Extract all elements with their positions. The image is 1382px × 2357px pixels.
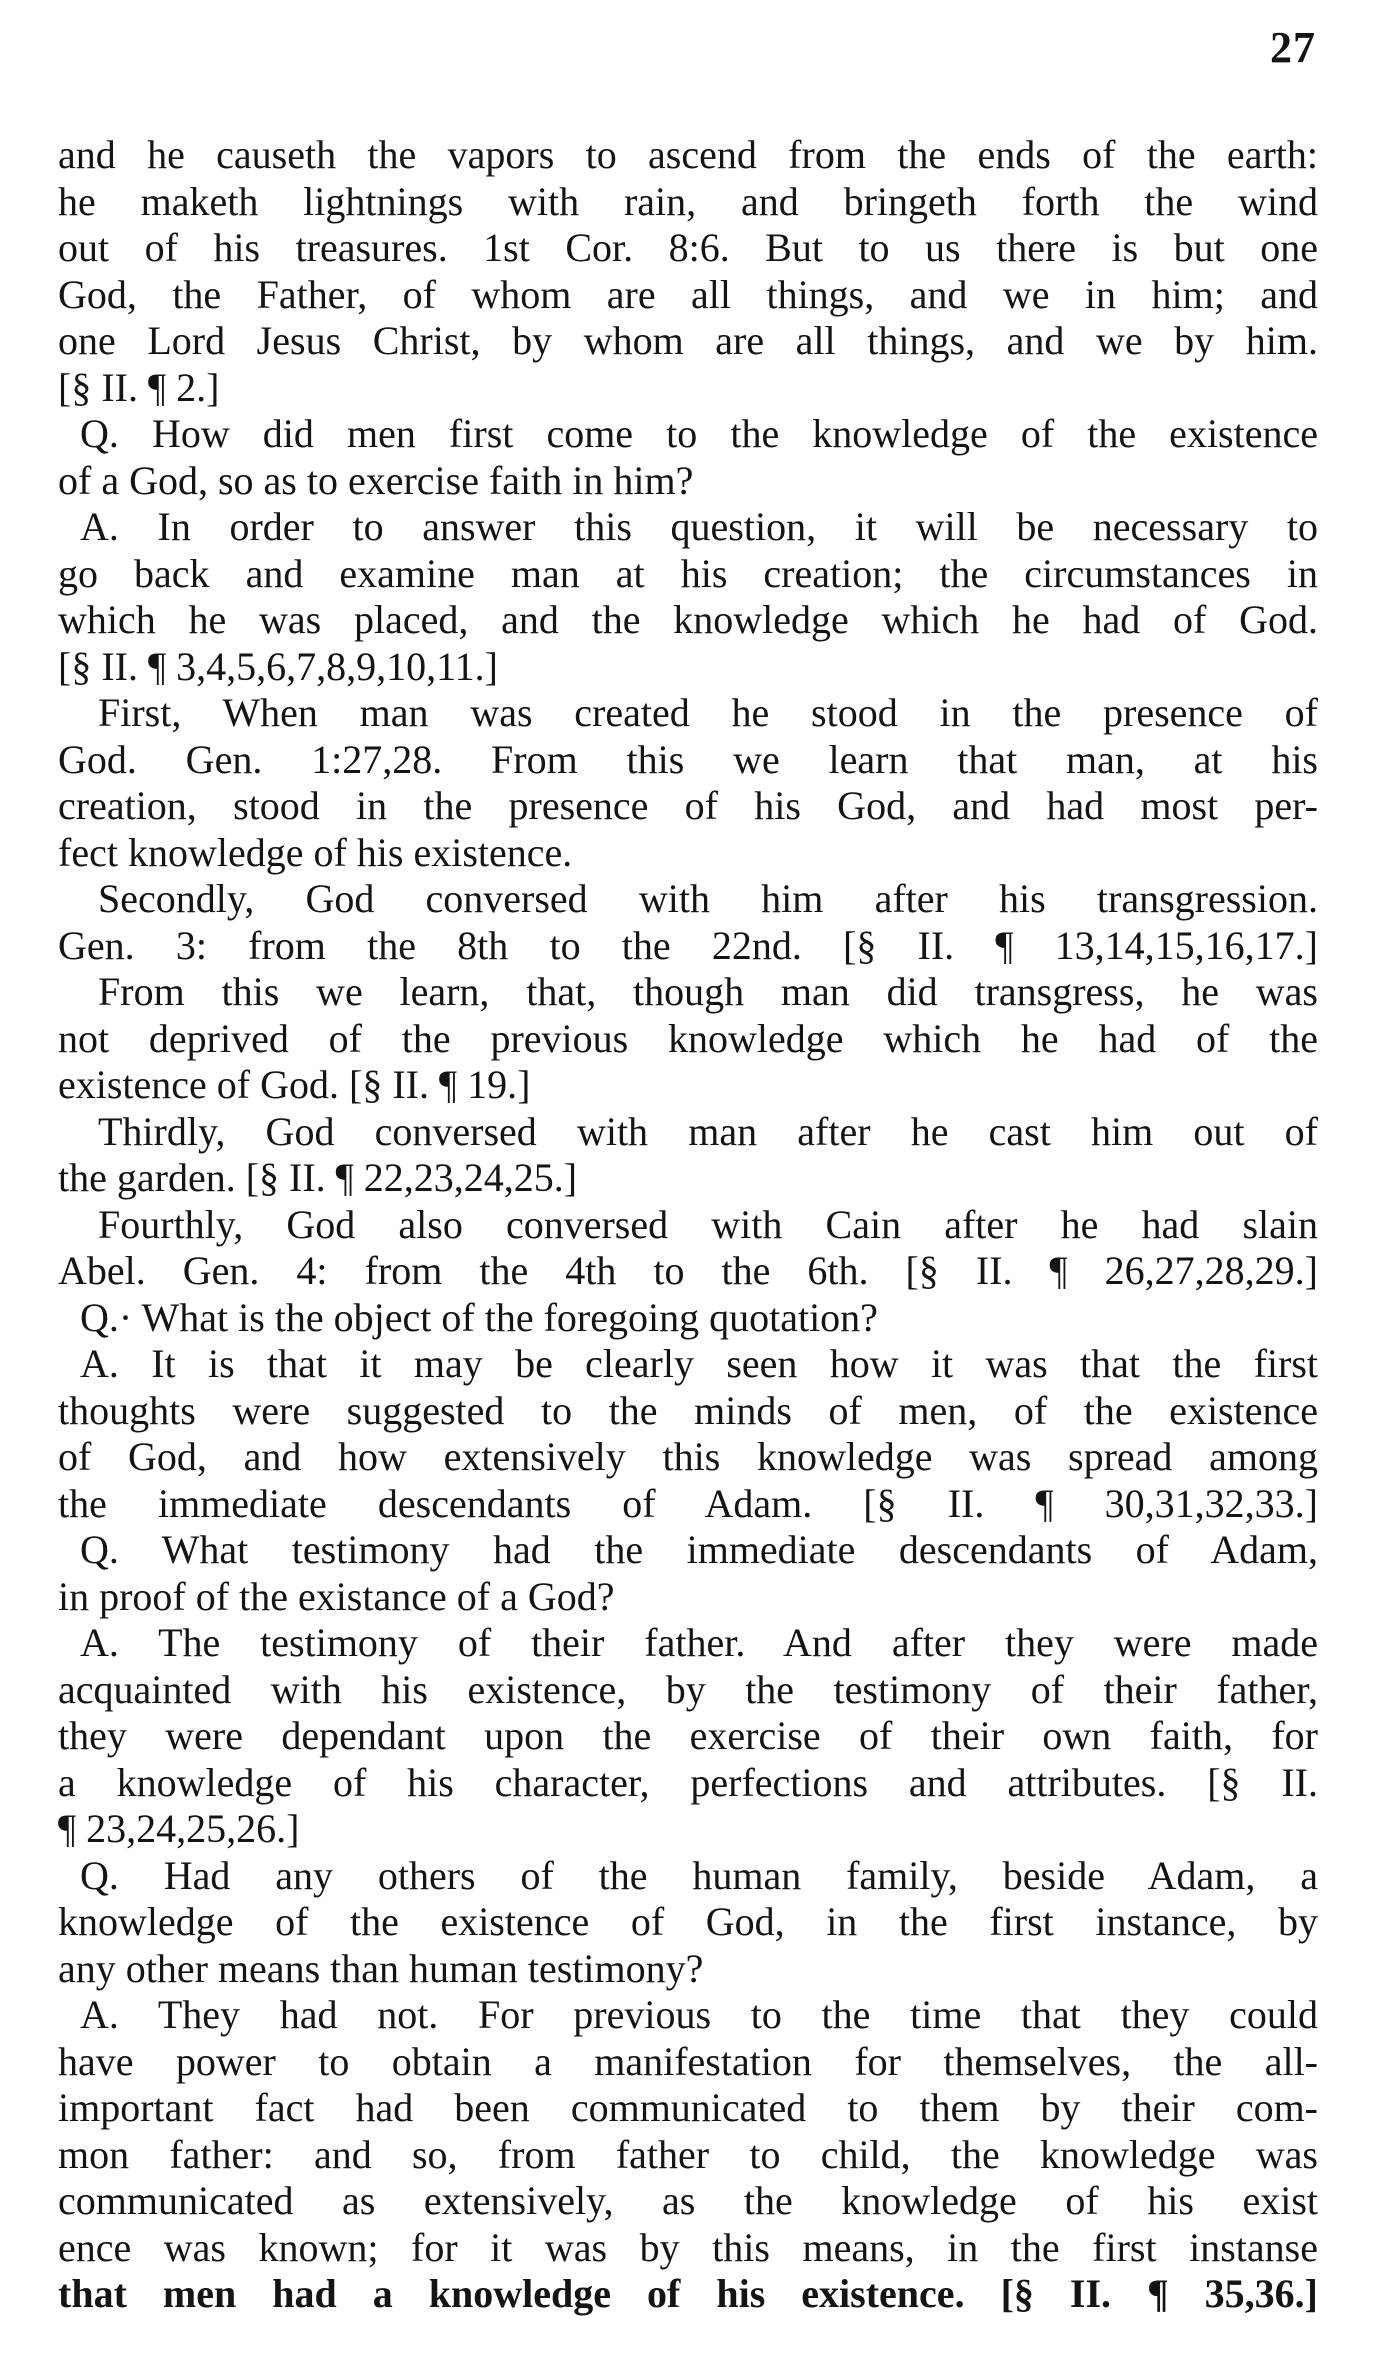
text-line: Q. Had any others of the human family, beside Adam, a bbox=[80, 1852, 1318, 1898]
text-line: Secondly, God conversed with him after his transgression. bbox=[98, 876, 1318, 921]
text-line: he maketh lightnings with rain, and bringeth forth the wind bbox=[58, 178, 1318, 224]
text-line: A. They had not. For previous to the time that they could bbox=[80, 1992, 1318, 2037]
text-line: fect knowledge of his existence. bbox=[58, 829, 573, 875]
text-line: have power to obtain a manifestation for themselves, the all- bbox=[58, 2038, 1318, 2084]
text-line: Q. What testimony had the immediate descendants of Adam, bbox=[80, 1527, 1318, 1572]
text-line: A. The testimony of their father. And after they were made bbox=[80, 1620, 1318, 1665]
text-line: one Lord Jesus Christ, by whom are all things, and we by him. bbox=[58, 318, 1318, 363]
text-line: go back and examine man at his creation; the circumstances in bbox=[58, 550, 1318, 596]
text-line: thoughts were suggested to the minds of men, of the existence bbox=[58, 1387, 1318, 1433]
text-line: any other means than human testimony? bbox=[58, 1945, 704, 1991]
text-line: of God, and how extensively this knowledge was spread among bbox=[58, 1434, 1318, 1479]
text-line: of a God, so as to exercise faith in him? bbox=[58, 457, 694, 503]
text-line: Fourthly, God also conversed with Cain after he had slain bbox=[98, 1201, 1318, 1247]
text-line: mon father: and so, from father to child, the knowledge was bbox=[58, 2131, 1318, 2177]
text-line: First, When man was created he stood in the presence of bbox=[98, 690, 1318, 735]
text-line: From this we learn, that, though man did transgress, he was bbox=[98, 969, 1318, 1014]
text-line: [§ II. ¶ 2.] bbox=[58, 364, 220, 410]
page-number: 27 bbox=[1270, 23, 1316, 72]
text-line: the garden. [§ II. ¶ 22,23,24,25.] bbox=[58, 1155, 578, 1200]
text-line: out of his treasures. 1st Cor. 8:6. But to us there is but one bbox=[58, 225, 1318, 270]
text-line: the immediate descendants of Adam. [§ II. ¶ 30,31,32,33.] bbox=[58, 1480, 1318, 1526]
text-line: important fact had been communicated to them by their com- bbox=[58, 2085, 1318, 2130]
text-line: knowledge of the existence of God, in the first instance, by bbox=[58, 1899, 1318, 1944]
text-line: Q. How did men first come to the knowledge of the existence bbox=[80, 411, 1318, 456]
text-line: a knowledge of his character, perfections and attributes. [§ II. bbox=[58, 1759, 1318, 1805]
text-line: ¶ 23,24,25,26.] bbox=[58, 1806, 300, 1851]
body-text bbox=[58, 132, 1318, 2318]
text-line: Gen. 3: from the 8th to the 22nd. [§ II. ¶ 13,14,15,16,17.] bbox=[58, 922, 1318, 968]
text-line: God, the Father, of whom are all things, and we in him; and bbox=[58, 271, 1318, 317]
text-line: in proof of the existance of a God? bbox=[58, 1573, 615, 1619]
text-line: God. Gen. 1:27,28. From this we learn that man, at his bbox=[58, 736, 1318, 782]
text-line: that men had a knowledge of his existence. [§ II. ¶ 35,36.] bbox=[58, 2271, 1318, 2316]
text-line: Q.· What is the object of the foregoing quotation? bbox=[80, 1294, 878, 1340]
text-line: not deprived of the previous knowledge which he had of the bbox=[58, 1015, 1318, 1061]
text-line: A. In order to answer this question, it will be necessary to bbox=[80, 504, 1318, 549]
text-line: creation, stood in the presence of his God, and had most per- bbox=[58, 783, 1318, 828]
text-line: [§ II. ¶ 3,4,5,6,7,8,9,10,11.] bbox=[58, 643, 498, 689]
text-line: which he was placed, and the knowledge which he had of God. bbox=[58, 597, 1318, 642]
text-line: acquainted with his existence, by the testimony of their father, bbox=[58, 1666, 1318, 1712]
text-line: they were dependant upon the exercise of their own faith, for bbox=[58, 1713, 1318, 1758]
text-line: Thirdly, God conversed with man after he cast him out of bbox=[98, 1108, 1318, 1154]
text-line: communicated as extensively, as the knowledge of his exist bbox=[58, 2178, 1318, 2223]
text-line: and he causeth the vapors to ascend from the ends of the earth: bbox=[58, 132, 1318, 177]
text-line: Abel. Gen. 4: from the 4th to the 6th. [§ II. ¶ 26,27,28,29.] bbox=[58, 1248, 1318, 1293]
text-line: A. It is that it may be clearly seen how it was that the first bbox=[80, 1341, 1318, 1386]
text-line: ence was known; for it was by this means, in the first instanse bbox=[58, 2224, 1318, 2270]
text-line: existence of God. [§ II. ¶ 19.] bbox=[58, 1062, 531, 1107]
